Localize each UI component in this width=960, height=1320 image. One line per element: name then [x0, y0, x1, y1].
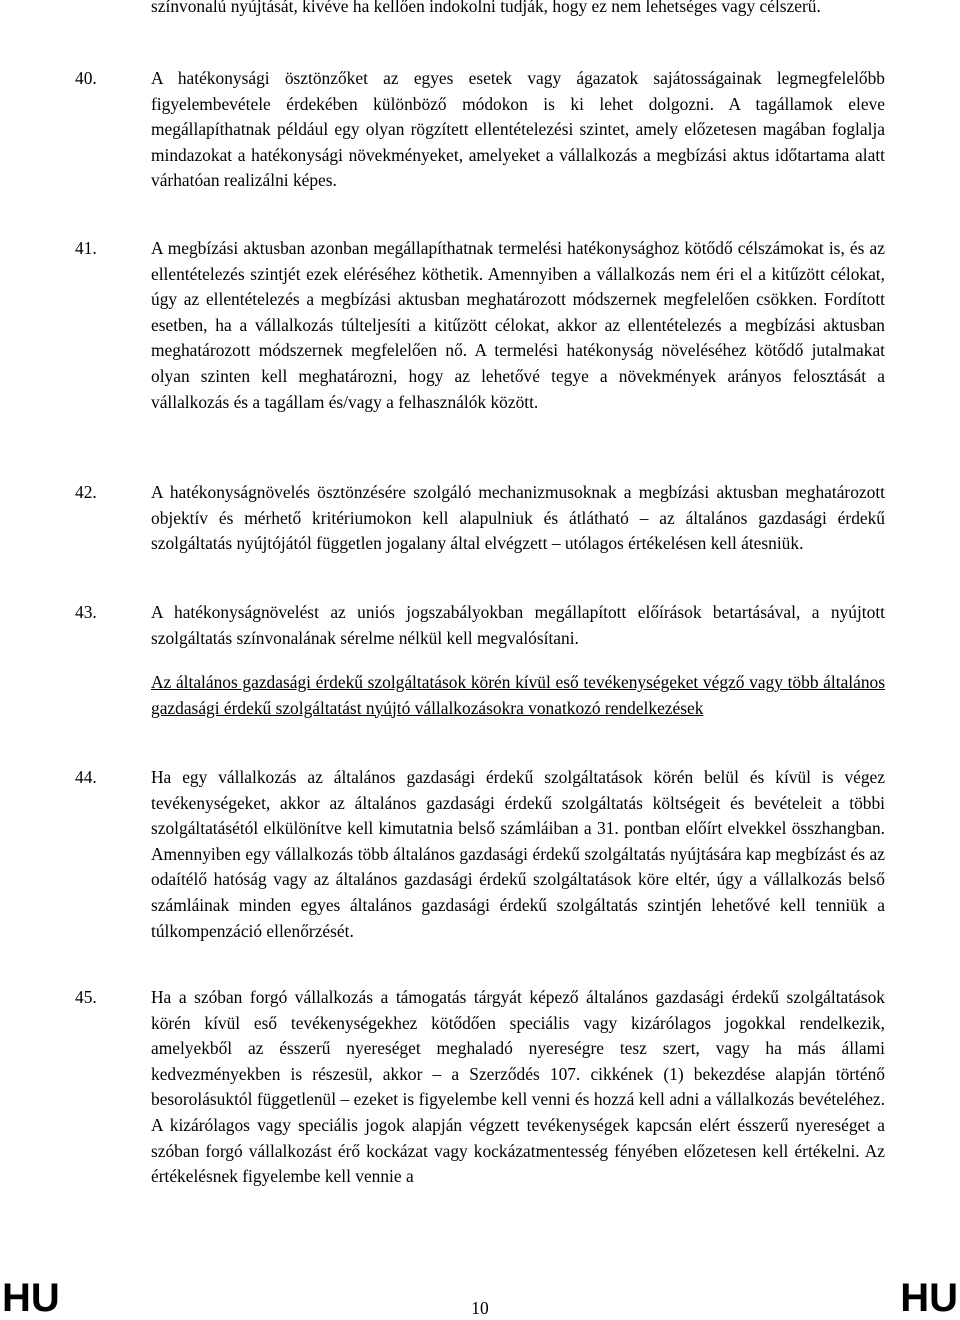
paragraph-44: [75, 765, 885, 944]
footer-language-code-right: HU: [900, 1276, 958, 1320]
footer-language-code-left: HU: [2, 1276, 60, 1320]
paragraph-41: [75, 236, 885, 415]
paragraph-43: [75, 600, 885, 651]
paragraph-40: [75, 66, 885, 194]
paragraph-42: [75, 480, 885, 557]
paragraph-number: 40.: [75, 68, 97, 88]
paragraph-45: [75, 985, 885, 1190]
paragraph-text: Ha a szóban forgó vállalkozás a támogatás tárgyát képező általános gazdasági érdekű szolgáltatások körén kívül eső tevékenységekhez kötődően speciális vagy kizárólagos jogokkal rendelkezik, amelyekből az ésszerű nyereséget meghaladó nyereségre tesz szert, vagy ha más állami kedvezményekben is részesül, akkor – a Szerződés 107. cikkének (1) bekezdése alapján történő besorolásuktól függetlenül – ezeket is figyelembe kell venni és hozzá kell adni a vállalkozás bevételéhez. A kizárólagos vagy speciális jogok alapján végzett tevékenységek kapcsán elért ésszerű nyereséget a szóban forgó vállalkozást érő kockázat vagy kockázatmentesség fényében előzetesen kell értékelni. Az értékelésnek figyelembe kell vennie a: [151, 987, 885, 1187]
page-number: 10: [471, 1298, 489, 1318]
intro-continuation-text: színvonalú nyújtását, kivéve ha kellően indokolni tudják, hogy ez nem lehetséges vagy célszerű.: [151, 0, 821, 16]
paragraph-number: 44.: [75, 767, 97, 787]
paragraph-text: A hatékonyságnövelést az uniós jogszabályokban megállapított előírások betartásával, a nyújtott szolgáltatás színvonalának sérelme nélkül kell megvalósítani.: [151, 602, 885, 648]
paragraph-text: Ha egy vállalkozás az általános gazdasági érdekű szolgáltatások körén belül és kívül is végez tevékenységeket, akkor az általános gazdasági érdekű szolgáltatás költségeit és bevételeit a többi szolgáltatásétól elkülönítve kell kimutatnia belső számláiban a 31. pontban előírt elvekkel összhangban. Amennyiben egy vállalkozás több általános gazdasági érdekű szolgáltatás nyújtására kap megbízást és az odaítélő hatóság vagy az általános gazdasági érdekű szolgáltatások köre eltér, úgy a vállalkozás belső számláinak minden egyes általános gazdasági érdekű szolgáltatás szintjén lehetővé kell tenniük a túlkompenzáció ellenőrzését.: [151, 767, 885, 941]
paragraph-text: A megbízási aktusban azonban megállapíthatnak termelési hatékonysághoz kötődő célszámokat is, és az ellentételezés szintjét ezek eléréséhez köthetik. Amennyiben a vállalkozás nem éri el a kitűzött célokat, úgy az ellentételezés a megbízási aktusban meghatározott módszernek megfelelően csökken. Fordított esetben, ha a vállalkozás túlteljesíti a kitűzött célokat, akkor az ellentételezés a megbízási aktusban meghatározott módszernek megfelelően nő. A termelési hatékonyság növeléséhez kötődő jutalmakat olyan szinten kell meghatározni, hogy az lehetővé tegye a növekmények arányos felosztását a vállalkozás és a tagállam és/vagy a felhasználók között.: [151, 238, 885, 412]
intro-continuation-paragraph: [75, 0, 885, 20]
paragraph-number: 43.: [75, 602, 97, 622]
paragraph-number: 45.: [75, 987, 97, 1007]
paragraph-number: 42.: [75, 482, 97, 502]
paragraph-text: A hatékonyságnövelés ösztönzésére szolgáló mechanizmusoknak a megbízási aktusban meghatározott objektív és mérhető kritériumokon kell alapulniuk és átlátható – az általános gazdasági érdekű szolgáltatás nyújtójától független jogalany által elvégzett – utólagos értékelésen kell átesniük.: [151, 482, 885, 554]
paragraph-text: A hatékonysági ösztönzőket az egyes esetek vagy ágazatok sajátosságainak legmegfelelőbb figyelembevétele érdekében különböző módokon is ki lehet dolgozni. A tagállamok eleve megállapíthatnak például egy olyan rögzített ellentételezési szintet, amely előzetesen magában foglalja mindazokat a hatékonysági növekményeket, amelyeket a vállalkozás a megbízási aktus időtartama alatt várhatóan realizálni képes.: [151, 68, 885, 191]
paragraph-number: 41.: [75, 238, 97, 258]
section-heading: Az általános gazdasági érdekű szolgáltatások körén kívül eső tevékenységeket végző vagy több általános gazdasági érdekű szolgáltatást nyújtó vállalkozásokra vonatkozó rendelkezések: [151, 672, 885, 718]
